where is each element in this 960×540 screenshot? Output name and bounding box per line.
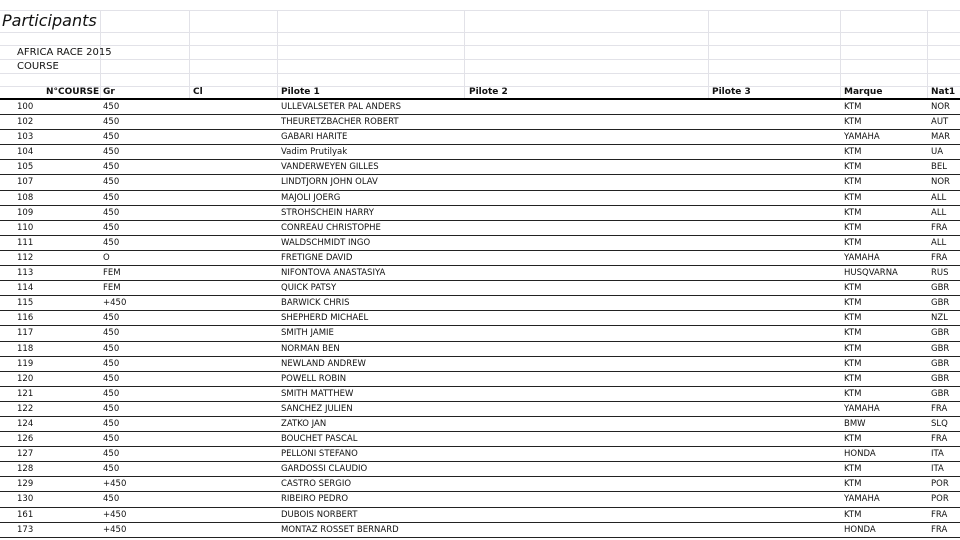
cell-num[interactable]: 104 xyxy=(17,147,34,158)
cell-nat[interactable]: POR xyxy=(931,479,949,490)
sheet-title: Participants xyxy=(2,11,97,30)
cell-pilote1[interactable]: NORMAN BEN xyxy=(281,343,340,354)
table-row[interactable] xyxy=(0,402,960,417)
table-row[interactable] xyxy=(0,342,960,357)
cell-num[interactable]: 161 xyxy=(17,509,34,520)
table-row[interactable] xyxy=(0,115,960,130)
cell-pilote1[interactable]: ULLEVALSETER PAL ANDERS xyxy=(281,102,402,112)
cell-num[interactable]: 122 xyxy=(17,403,34,414)
cell-nat[interactable]: GBR xyxy=(931,343,950,354)
cell-marque[interactable]: BMW xyxy=(844,418,866,429)
cell-nat[interactable]: AUT xyxy=(931,117,949,128)
table-row[interactable] xyxy=(0,326,960,341)
cell-num[interactable]: 127 xyxy=(17,449,34,460)
table-row[interactable] xyxy=(0,251,960,266)
cell-marque[interactable]: KTM xyxy=(844,373,862,384)
cell-nat[interactable]: GBR xyxy=(931,358,950,369)
cell-pilote1[interactable]: POWELL ROBIN xyxy=(281,373,347,384)
cell-pilote1[interactable]: DUBOIS NORBERT xyxy=(281,509,358,520)
cell-gr[interactable]: 450 xyxy=(103,388,120,399)
cell-pilote1[interactable]: SANCHEZ JULIEN xyxy=(281,403,353,414)
cell-nat[interactable]: FRA xyxy=(931,509,948,520)
cell-num[interactable]: 115 xyxy=(17,298,34,309)
table-row[interactable] xyxy=(0,447,960,462)
cell-marque[interactable]: KTM xyxy=(844,313,862,324)
table-row[interactable] xyxy=(0,387,960,402)
cell-nat[interactable]: FRA xyxy=(931,524,948,535)
cell-pilote1[interactable]: Vadim Prutilyak xyxy=(281,147,348,158)
table-row[interactable] xyxy=(0,477,960,492)
event-name: AFRICA RACE 2015 xyxy=(17,47,112,58)
cell-nat[interactable]: ITA xyxy=(931,464,944,475)
cell-nat[interactable]: FRA xyxy=(931,403,948,414)
header-nat1[interactable]: Nat1 xyxy=(931,87,956,97)
cell-nat[interactable]: ALL xyxy=(931,237,947,248)
cell-num[interactable]: 100 xyxy=(17,102,34,112)
cell-marque[interactable]: KTM xyxy=(844,283,862,294)
cell-pilote1[interactable]: CASTRO SERGIO xyxy=(281,479,352,490)
table-row[interactable] xyxy=(0,221,960,236)
cell-marque[interactable]: KTM xyxy=(844,434,862,445)
cell-num[interactable]: 113 xyxy=(17,268,34,279)
cell-num[interactable]: 108 xyxy=(17,192,34,203)
cell-nat[interactable]: FRA xyxy=(931,222,948,233)
cell-pilote1[interactable]: SMITH JAMIE xyxy=(281,328,334,339)
cell-marque[interactable]: KTM xyxy=(844,237,862,248)
cell-pilote1[interactable]: BARWICK CHRIS xyxy=(281,298,350,309)
table-row[interactable] xyxy=(0,145,960,160)
cell-pilote1[interactable]: FRETIGNE DAVID xyxy=(281,252,353,263)
cell-gr[interactable]: 450 xyxy=(103,449,120,460)
table-row[interactable] xyxy=(0,432,960,447)
cell-num[interactable]: 121 xyxy=(17,388,34,399)
cell-nat[interactable]: ALL xyxy=(931,207,947,218)
cell-nat[interactable]: NZL xyxy=(931,313,948,324)
cell-pilote1[interactable]: GARDOSSI CLAUDIO xyxy=(281,464,368,475)
cell-nat[interactable]: ALL xyxy=(931,192,947,203)
cell-pilote1[interactable]: ZATKO JAN xyxy=(281,418,327,429)
cell-pilote1[interactable]: RIBEIRO PEDRO xyxy=(281,494,349,505)
cell-num[interactable]: 105 xyxy=(17,162,34,173)
table-row[interactable] xyxy=(0,523,960,538)
participants-table xyxy=(0,100,960,538)
cell-gr[interactable]: O xyxy=(103,252,110,263)
cell-gr[interactable]: 450 xyxy=(103,222,120,233)
cell-pilote1[interactable]: MAJOLI JOERG xyxy=(281,192,341,203)
table-row[interactable] xyxy=(0,417,960,432)
cell-pilote1[interactable]: THEURETZBACHER ROBERT xyxy=(281,117,399,128)
grid-line xyxy=(0,32,960,33)
category-label: COURSE xyxy=(17,61,59,72)
cell-marque[interactable]: KTM xyxy=(844,192,862,203)
table-row[interactable] xyxy=(0,492,960,507)
cell-nat[interactable]: UA xyxy=(931,147,944,158)
cell-marque[interactable]: KTM xyxy=(844,298,862,309)
cell-num[interactable]: 116 xyxy=(17,313,34,324)
grid-line xyxy=(189,10,190,98)
cell-pilote1[interactable]: GABARI HARITE xyxy=(281,132,348,143)
table-row[interactable] xyxy=(0,206,960,221)
cell-nat[interactable]: SLQ xyxy=(931,418,948,429)
cell-pilote1[interactable]: PELLONI STEFANO xyxy=(281,449,358,460)
cell-gr[interactable]: 450 xyxy=(103,494,120,505)
cell-marque[interactable]: YAMAHA xyxy=(844,403,880,414)
cell-gr[interactable]: 450 xyxy=(103,464,120,475)
cell-nat[interactable]: MAR xyxy=(931,132,951,143)
cell-pilote1[interactable]: QUICK PATSY xyxy=(281,283,337,294)
header-num[interactable]: N°COURSE xyxy=(46,87,100,97)
cell-marque[interactable]: HUSQVARNA xyxy=(844,268,898,279)
grid-line xyxy=(277,10,278,98)
grid-line xyxy=(0,73,960,74)
cell-gr[interactable]: FEM xyxy=(103,283,121,294)
cell-nat[interactable]: NOR xyxy=(931,177,950,188)
cell-marque[interactable]: KTM xyxy=(844,147,862,158)
cell-pilote1[interactable]: CONREAU CHRISTOPHE xyxy=(281,222,381,233)
cell-nat[interactable]: GBR xyxy=(931,298,950,309)
cell-num[interactable]: 126 xyxy=(17,434,34,445)
cell-marque[interactable]: YAMAHA xyxy=(844,252,880,263)
cell-num[interactable]: 128 xyxy=(17,464,34,475)
table-row[interactable] xyxy=(0,281,960,296)
grid-line xyxy=(708,10,709,98)
grid-line xyxy=(464,10,465,98)
cell-num[interactable]: 107 xyxy=(17,177,34,188)
cell-num[interactable]: 129 xyxy=(17,479,34,490)
cell-gr[interactable]: 450 xyxy=(103,358,120,369)
cell-gr[interactable]: 450 xyxy=(103,343,120,354)
cell-marque[interactable]: KTM xyxy=(844,162,862,173)
cell-pilote1[interactable]: SMITH MATTHEW xyxy=(281,388,354,399)
grid-line xyxy=(0,45,960,46)
table-row[interactable] xyxy=(0,100,960,115)
grid-line xyxy=(0,10,960,11)
cell-marque[interactable]: KTM xyxy=(844,177,862,188)
header-cl[interactable]: Cl xyxy=(193,87,203,97)
table-row[interactable] xyxy=(0,508,960,523)
cell-marque[interactable]: YAMAHA xyxy=(844,132,880,143)
grid-line xyxy=(840,10,841,98)
cell-pilote1[interactable]: NEWLAND ANDREW xyxy=(281,358,366,369)
cell-gr[interactable]: 450 xyxy=(103,434,120,445)
cell-gr[interactable]: 450 xyxy=(103,328,120,339)
cell-marque[interactable]: KTM xyxy=(844,358,862,369)
cell-num[interactable]: 173 xyxy=(17,524,34,535)
cell-gr[interactable]: +450 xyxy=(103,298,127,309)
cell-pilote1[interactable]: NIFONTOVA ANASTASIYA xyxy=(281,268,386,279)
cell-nat[interactable]: GBR xyxy=(931,373,950,384)
cell-num[interactable]: 124 xyxy=(17,418,34,429)
table-row[interactable] xyxy=(0,296,960,311)
cell-nat[interactable]: RUS xyxy=(931,268,949,279)
cell-pilote1[interactable]: BOUCHET PASCAL xyxy=(281,434,358,445)
cell-gr[interactable]: 450 xyxy=(103,373,120,384)
cell-gr[interactable]: 450 xyxy=(103,237,120,248)
cell-gr[interactable]: +450 xyxy=(103,479,127,490)
cell-marque[interactable]: HONDA xyxy=(844,524,876,535)
cell-gr[interactable]: 450 xyxy=(103,403,120,414)
cell-num[interactable]: 130 xyxy=(17,494,34,505)
header-gr[interactable]: Gr xyxy=(103,87,115,97)
cell-nat[interactable]: GBR xyxy=(931,328,950,339)
cell-nat[interactable]: FRA xyxy=(931,252,948,263)
cell-num[interactable]: 114 xyxy=(17,283,34,294)
table-row[interactable] xyxy=(0,372,960,387)
cell-nat[interactable]: NOR xyxy=(931,102,950,112)
cell-marque[interactable]: KTM xyxy=(844,388,862,399)
cell-num[interactable]: 118 xyxy=(17,343,34,354)
cell-marque[interactable]: KTM xyxy=(844,479,862,490)
cell-nat[interactable]: ITA xyxy=(931,449,944,460)
grid-line xyxy=(927,10,928,98)
cell-gr[interactable]: +450 xyxy=(103,524,127,535)
cell-pilote1[interactable]: MONTAZ ROSSET BERNARD xyxy=(281,524,399,535)
cell-num[interactable]: 117 xyxy=(17,328,34,339)
header-pilote2[interactable]: Pilote 2 xyxy=(469,87,508,97)
cell-gr[interactable]: 450 xyxy=(103,207,120,218)
cell-num[interactable]: 103 xyxy=(17,132,34,143)
cell-pilote1[interactable]: VANDERWEYEN GILLES xyxy=(281,162,379,173)
cell-marque[interactable]: YAMAHA xyxy=(844,494,880,505)
cell-gr[interactable]: +450 xyxy=(103,509,127,520)
cell-marque[interactable]: KTM xyxy=(844,207,862,218)
cell-num[interactable]: 102 xyxy=(17,117,34,128)
cell-marque[interactable]: KTM xyxy=(844,328,862,339)
cell-gr[interactable]: 450 xyxy=(103,313,120,324)
cell-gr[interactable]: FEM xyxy=(103,268,121,279)
cell-gr[interactable]: 450 xyxy=(103,177,120,188)
cell-gr[interactable]: 450 xyxy=(103,147,120,158)
table-row[interactable] xyxy=(0,191,960,206)
cell-marque[interactable]: KTM xyxy=(844,117,862,128)
cell-nat[interactable]: GBR xyxy=(931,388,950,399)
table-row[interactable] xyxy=(0,175,960,190)
cell-gr[interactable]: 450 xyxy=(103,162,120,173)
cell-nat[interactable]: GBR xyxy=(931,283,950,294)
table-row[interactable] xyxy=(0,357,960,372)
cell-marque[interactable]: KTM xyxy=(844,102,862,112)
cell-num[interactable]: 111 xyxy=(17,237,34,248)
cell-pilote1[interactable]: WALDSCHMIDT INGO xyxy=(281,237,371,248)
cell-gr[interactable]: 450 xyxy=(103,132,120,143)
header-marque[interactable]: Marque xyxy=(844,87,883,97)
table-row[interactable] xyxy=(0,266,960,281)
cell-marque[interactable]: HONDA xyxy=(844,449,876,460)
header-pilote1[interactable]: Pilote 1 xyxy=(281,87,320,97)
cell-gr[interactable]: 450 xyxy=(103,102,120,112)
table-row[interactable] xyxy=(0,311,960,326)
cell-nat[interactable]: BEL xyxy=(931,162,947,173)
cell-pilote1[interactable]: SHEPHERD MICHAEL xyxy=(281,313,369,324)
table-row[interactable] xyxy=(0,462,960,477)
table-row[interactable] xyxy=(0,130,960,145)
cell-gr[interactable]: 450 xyxy=(103,192,120,203)
cell-marque[interactable]: KTM xyxy=(844,222,862,233)
grid-line xyxy=(0,59,960,60)
cell-pilote1[interactable]: STROHSCHEIN HARRY xyxy=(281,207,374,218)
cell-num[interactable]: 120 xyxy=(17,373,34,384)
cell-gr[interactable]: 450 xyxy=(103,418,120,429)
cell-marque[interactable]: KTM xyxy=(844,509,862,520)
table-row[interactable] xyxy=(0,160,960,175)
cell-num[interactable]: 109 xyxy=(17,207,34,218)
cell-marque[interactable]: KTM xyxy=(844,464,862,475)
table-row[interactable] xyxy=(0,236,960,251)
cell-nat[interactable]: FRA xyxy=(931,434,948,445)
cell-num[interactable]: 110 xyxy=(17,222,34,233)
cell-num[interactable]: 119 xyxy=(17,358,34,369)
cell-marque[interactable]: KTM xyxy=(844,343,862,354)
cell-nat[interactable]: POR xyxy=(931,494,949,505)
cell-pilote1[interactable]: LINDTJORN JOHN OLAV xyxy=(281,177,378,188)
cell-num[interactable]: 112 xyxy=(17,252,34,263)
cell-gr[interactable]: 450 xyxy=(103,117,120,128)
header-pilote3[interactable]: Pilote 3 xyxy=(712,87,751,97)
